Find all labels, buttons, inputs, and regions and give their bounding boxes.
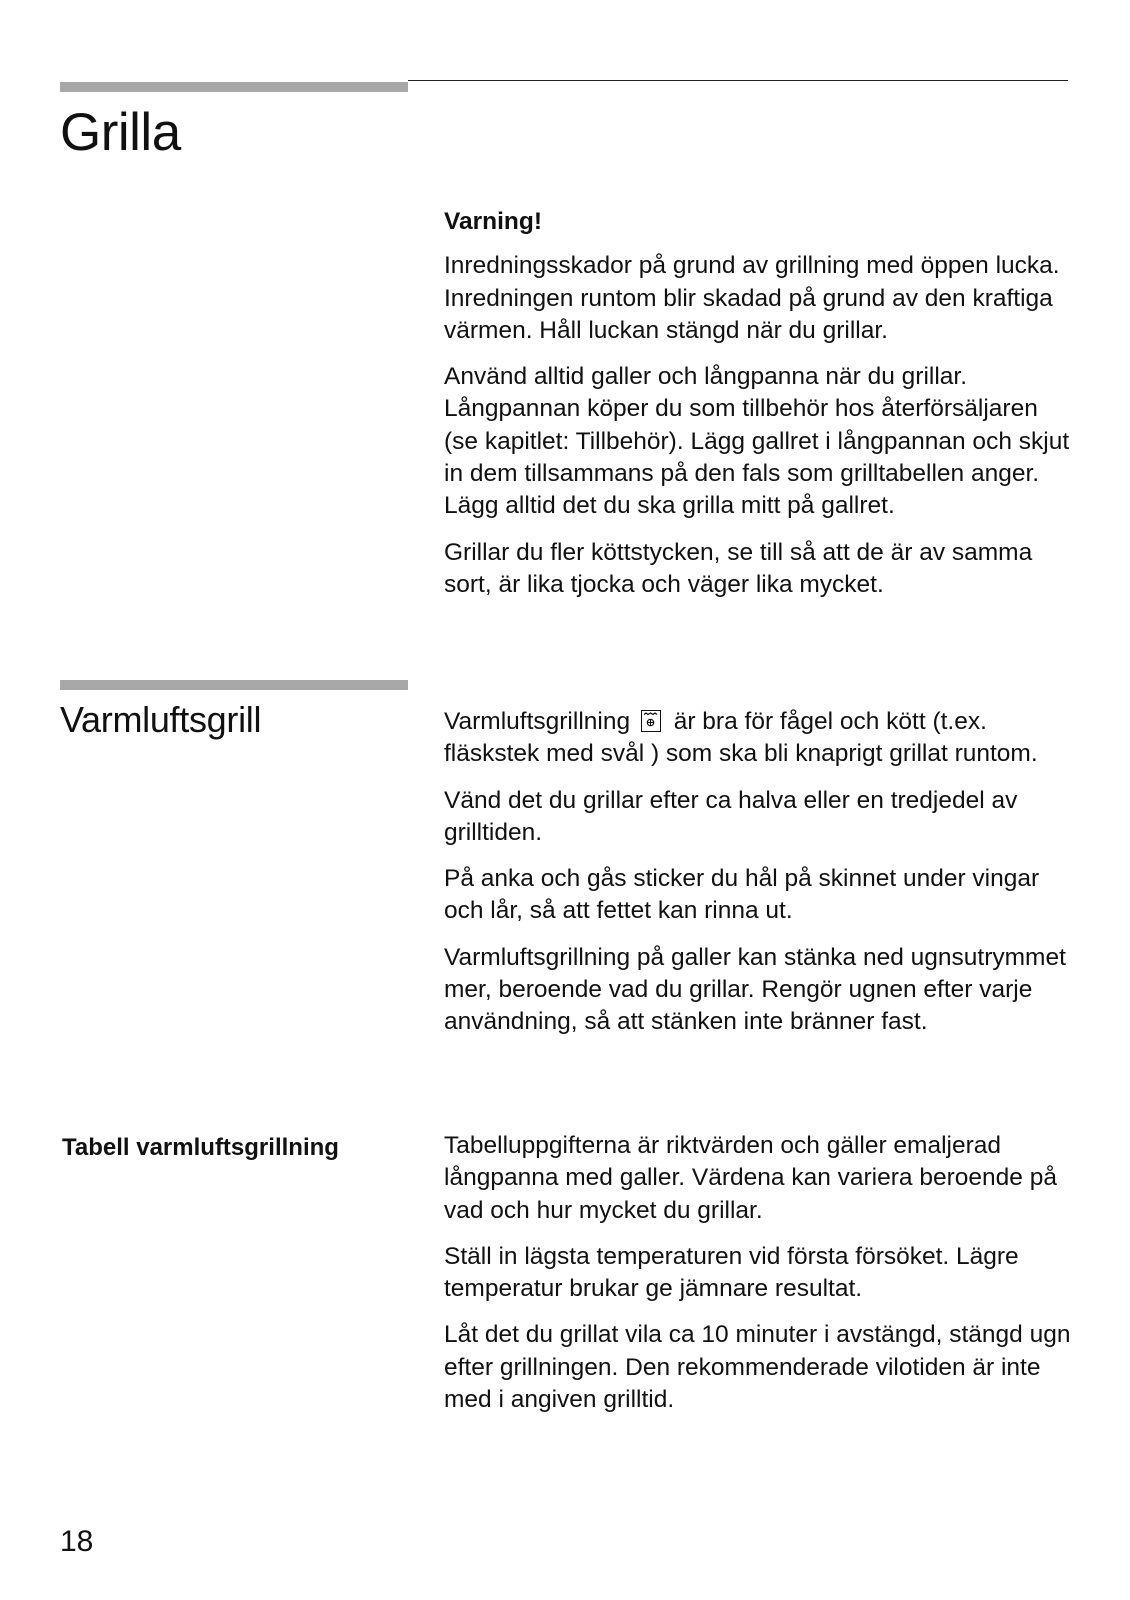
tabell-body	[444, 1130, 1074, 1430]
varmluftsgrill-paragraph-2: På anka och gås sticker du hål på skinnet under vingar och lår, så att fettet kan rinna ut.	[444, 865, 1040, 925]
varmluftsgrill-body	[444, 706, 1074, 1053]
intro-before-icon: Varmluftsgrillning	[444, 708, 631, 735]
warning-label: Varning!	[444, 208, 543, 235]
grilla-paragraph-2: Använd alltid galler och långpanna när du grillar. Långpannan köper du som tillbehör hos återförsäljaren (se kapitlet: Tillbehör). Lägg gallret i långpannan och skjut in dem tillsammans på den fals som grilltabellen anger. Lägg alltid det du ska grilla mitt på gallret.	[444, 363, 1070, 520]
section-bar-grilla	[60, 82, 408, 92]
circulated-air-grill-icon	[641, 710, 661, 732]
varmluftsgrill-paragraph-3: Varmluftsgrillning på galler kan stänka ned ugnsutrymmet mer, beroende vad du grillar. Rengör ugnen efter varje användning, så att stänken inte bränner fast.	[444, 943, 1066, 1036]
page-number: 18	[60, 1525, 94, 1558]
tabell-paragraph-1: Tabelluppgifterna är riktvärden och gäller emaljerad långpanna med galler. Värdena kan variera beroende på vad och hur mycket du grillar.	[444, 1132, 1057, 1224]
grilla-paragraph-3: Grillar du fler köttstycken, se till så att de är av samma sort, är lika tjocka och väger lika mycket.	[444, 538, 1033, 598]
page-title: Grilla	[60, 103, 181, 162]
grilla-body	[444, 206, 1074, 615]
section-bar-varmluftsgrill	[60, 680, 408, 690]
section-title-varmluftsgrill: Varmluftsgrill	[60, 699, 262, 740]
varmluftsgrill-intro	[444, 706, 1074, 771]
table-heading-label: Tabell varmluftsgrillning	[62, 1134, 339, 1161]
intro-after-icon: är bra för fågel och kött (t.ex. fläskstek med svål ) som ska bli knaprigt grillat runtom.	[444, 708, 1038, 768]
section-rule-grilla	[408, 80, 1068, 81]
varmluftsgrill-paragraph-1: Vänd det du grillar efter ca halva eller en tredjedel av grilltiden.	[444, 786, 1018, 846]
tabell-paragraph-2: Ställ in lägsta temperaturen vid första försöket. Lägre temperatur brukar ge jämnare resultat.	[444, 1242, 1019, 1303]
grilla-paragraph-1: Inredningsskador på grund av grillning med öppen lucka. Inredningen runtom blir skadad på grund av den kraftiga värmen. Håll luckan stängd när du grillar.	[444, 252, 1060, 344]
tabell-paragraph-3: Låt det du grillat vila ca 10 minuter i avstängd, stängd ugn efter grillningen. Den rekommenderade vilotiden är inte med i angiven grilltid.	[444, 1321, 1071, 1414]
